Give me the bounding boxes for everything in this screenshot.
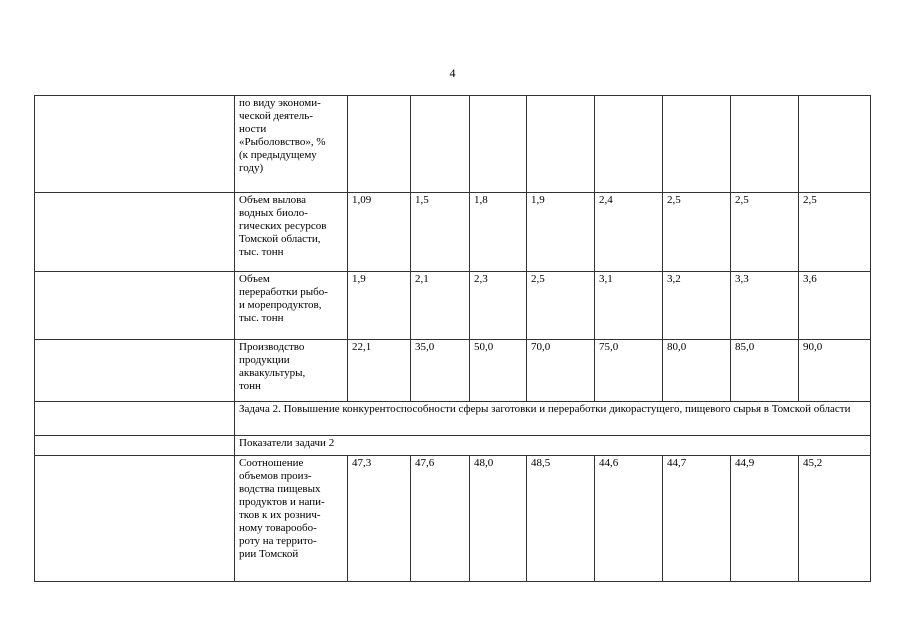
empty-cell (35, 272, 235, 340)
value-cell: 3,1 (595, 272, 663, 340)
value-cell (470, 96, 527, 193)
value-cell: 2,1 (411, 272, 470, 340)
page-number: 4 (449, 66, 456, 80)
value-cell (527, 96, 595, 193)
task-heading: Задача 2. Повышение конкурентоспособности сферы заготовки и переработки дикорастущего, пищевого сырья в Томской области (235, 402, 871, 436)
value-cell: 3,2 (663, 272, 731, 340)
value-cell: 44,6 (595, 456, 663, 582)
table-row (35, 402, 871, 436)
empty-cell (35, 96, 235, 193)
value-cell: 2,5 (731, 193, 799, 272)
value-cell: 70,0 (527, 340, 595, 402)
empty-cell (35, 456, 235, 582)
table-row (35, 340, 871, 402)
value-cell: 47,6 (411, 456, 470, 582)
empty-cell (35, 436, 235, 456)
table-row (35, 96, 871, 193)
value-cell: 22,1 (348, 340, 411, 402)
value-cell: 45,2 (799, 456, 871, 582)
value-cell: 2,4 (595, 193, 663, 272)
value-cell (799, 96, 871, 193)
empty-cell (35, 340, 235, 402)
value-cell: 3,3 (731, 272, 799, 340)
empty-cell (35, 402, 235, 436)
table-row (35, 456, 871, 582)
value-cell: 3,6 (799, 272, 871, 340)
value-cell: 35,0 (411, 340, 470, 402)
table-body (35, 96, 871, 582)
row-label: по виду экономи- ческой деятель- ности «Рыболовство», % (к предыдущему году) (235, 96, 348, 193)
value-cell: 90,0 (799, 340, 871, 402)
table-row (35, 193, 871, 272)
value-cell: 1,8 (470, 193, 527, 272)
value-cell: 2,5 (663, 193, 731, 272)
value-cell: 44,7 (663, 456, 731, 582)
indicators-table (34, 95, 871, 582)
empty-cell (35, 193, 235, 272)
value-cell: 1,5 (411, 193, 470, 272)
row-label: Объем вылова водных биоло- гических ресурсов Томской области, тыс. тонн (235, 193, 348, 272)
value-cell: 85,0 (731, 340, 799, 402)
value-cell: 50,0 (470, 340, 527, 402)
value-cell: 80,0 (663, 340, 731, 402)
value-cell (411, 96, 470, 193)
value-cell (663, 96, 731, 193)
table-row (35, 436, 871, 456)
indicators-heading: Показатели задачи 2 (235, 436, 871, 456)
value-cell: 48,0 (470, 456, 527, 582)
table-row (35, 272, 871, 340)
row-label: Производство продукции аквакультуры, тонн (235, 340, 348, 402)
value-cell (731, 96, 799, 193)
value-cell: 2,3 (470, 272, 527, 340)
value-cell: 1,9 (527, 193, 595, 272)
row-label: Объем переработки рыбо- и морепродуктов, тыс. тонн (235, 272, 348, 340)
value-cell: 48,5 (527, 456, 595, 582)
value-cell: 2,5 (799, 193, 871, 272)
value-cell: 1,9 (348, 272, 411, 340)
value-cell: 44,9 (731, 456, 799, 582)
value-cell: 75,0 (595, 340, 663, 402)
row-label: Соотношение объемов произ- водства пищевых продуктов и напи- тков к их рознич- ному товарообо- роту на террито- рии Томской (235, 456, 348, 582)
value-cell (595, 96, 663, 193)
value-cell: 1,09 (348, 193, 411, 272)
value-cell: 47,3 (348, 456, 411, 582)
value-cell (348, 96, 411, 193)
value-cell: 2,5 (527, 272, 595, 340)
